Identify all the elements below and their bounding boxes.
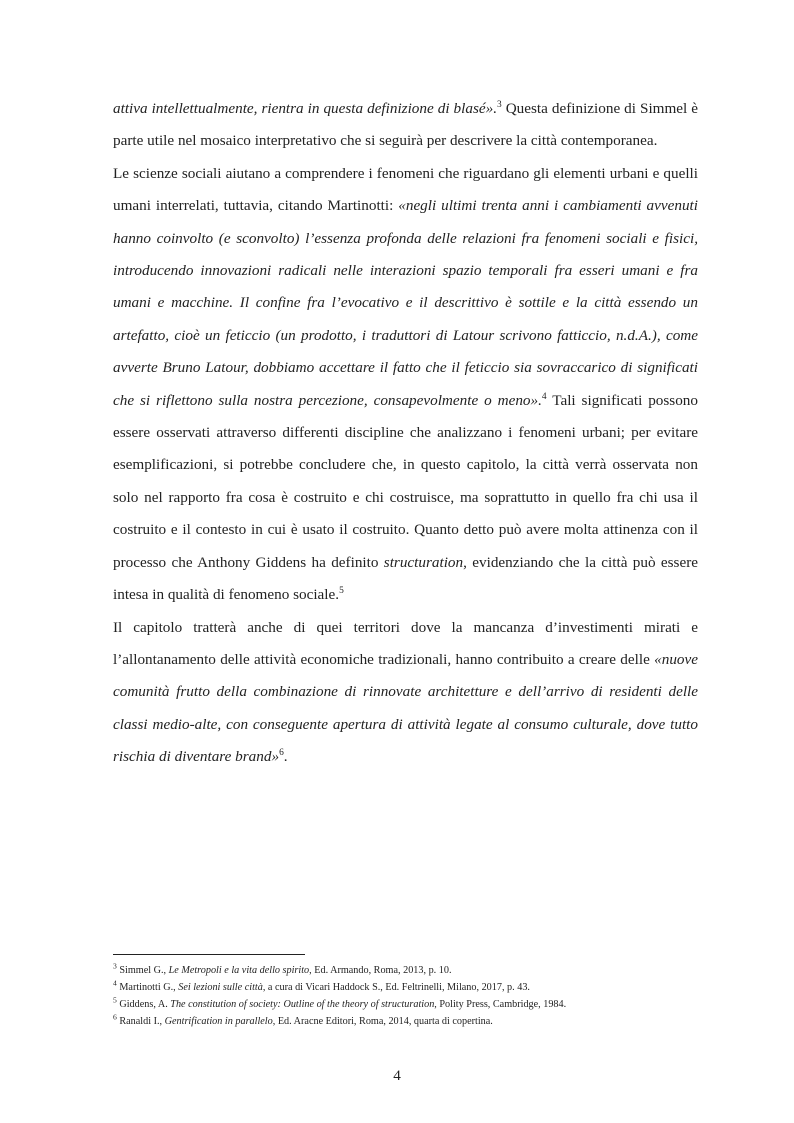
- footnote: [113, 979, 698, 996]
- footnotes: [113, 962, 698, 1030]
- footnote-author: Giddens, A.: [119, 999, 171, 1010]
- footnote-author: Martinotti G.,: [119, 982, 179, 993]
- footnote-number: 5: [113, 995, 117, 1005]
- paragraph: [113, 93, 698, 158]
- footnote-details: , a cura di Vicari Haddock S., Ed. Feltrinelli, Milano, 2017, p. 43.: [262, 982, 530, 993]
- footnote-title: Le Metropoli e la vita dello spirito: [168, 965, 310, 976]
- footnote-title: The constitution of society: Outline of the theory of structuration: [170, 999, 435, 1010]
- page-number: 4: [393, 1067, 401, 1084]
- paragraph: [113, 158, 698, 612]
- body-text: [113, 93, 698, 774]
- footnote-separator: [113, 954, 305, 955]
- footnote-details: , Ed. Armando, Roma, 2013, p. 10.: [309, 965, 452, 976]
- paragraph-text: Le scienze sociali aiutano a comprendere i fenomeni che riguardano gli elementi urbani e quelli umani interrelati, tuttavia, citando Martinotti:: [113, 164, 698, 215]
- footnote-reference: 3: [497, 99, 502, 110]
- footnote-number: 6: [113, 1012, 117, 1022]
- footnote-number: 4: [113, 978, 117, 988]
- quoted-text: «nuove comunità frutto della combinazione di rinnovate architetture e dell’arrivo di residenti delle classi medio-alte, con conseguente apertura di attività legate al consumo culturale, dove tutto rischia di diventare brand»: [113, 650, 698, 766]
- quoted-text: structuration: [383, 553, 464, 571]
- footnote: [113, 1013, 698, 1030]
- footnote: [113, 962, 698, 979]
- quoted-text: attiva intellettualmente, rientra in questa definizione di blasé».: [113, 100, 497, 117]
- footnote-number: 3: [113, 961, 117, 971]
- paragraph-text: , evidenziando che la città può essere intesa in qualità di fenomeno sociale.: [113, 553, 699, 604]
- footnote-reference: 6: [279, 748, 284, 759]
- footnote-reference: 5: [339, 586, 344, 597]
- paragraph-text: .: [283, 748, 288, 766]
- paragraph-text: Il capitolo tratterà anche di quei territori dove la mancanza d’investimenti mirati e l’allontanamento delle attività economiche tradizionali, hanno contribuito a creare delle: [113, 618, 698, 668]
- footnote-author: Simmel G.,: [119, 965, 169, 976]
- paragraph-text: Tali significati possono essere osservati attraverso differenti discipline che analizzano i fenomeni urbani; per evitare esemplificazioni, si potrebbe concludere che, in questo capitolo, la città verrà osservata non solo nel rapporto fra cosa è costruito e chi costruisce, ma soprattutto in quello fra chi usa il costruito e il contesto in cui è usato il costruito. Quanto detto può avere molta attinenza con il processo che Anthony Giddens ha definito: [113, 391, 698, 571]
- footnote-reference: 4: [541, 391, 547, 402]
- footnote-title: Gentrification in parallelo: [164, 1016, 273, 1027]
- footnote-details: , Ed. Aracne Editori, Roma, 2014, quarta di copertina.: [272, 1016, 493, 1027]
- paragraph-text: Questa definizione di Simmel è parte utile nel mosaico interpretativo che si seguirà per descrivere la città contemporanea.: [113, 100, 698, 150]
- quoted-text: «negli ultimi trenta anni i cambiamenti avvenuti hanno coinvolto (e sconvolto) l’essenza profonda delle relazioni fra fenomeni sociali e fisici, introducendo innovazioni radicali nelle interazioni spazio temporali fra esseri umani e fra umani e macchine. Il confine fra l’evocativo e il descrittivo è sottile e la città essendo un artefatto, cioè un feticcio (un prodotto, i traduttori di Latour scrivono fatticcio, n.d.A.), come avverte Bruno Latour, dobbiamo accettare il fatto che il feticcio sia sovraccarico di significati che si riflettono sulla nostra percezione, consapevolmente o meno».: [113, 197, 698, 409]
- paragraph: [113, 612, 698, 774]
- footnote-author: Ranaldi I.,: [119, 1016, 165, 1027]
- footnote-details: , Polity Press, Cambridge, 1984.: [434, 999, 567, 1010]
- footnote: [113, 996, 698, 1013]
- footnote-title: Sei lezioni sulle città: [178, 982, 263, 993]
